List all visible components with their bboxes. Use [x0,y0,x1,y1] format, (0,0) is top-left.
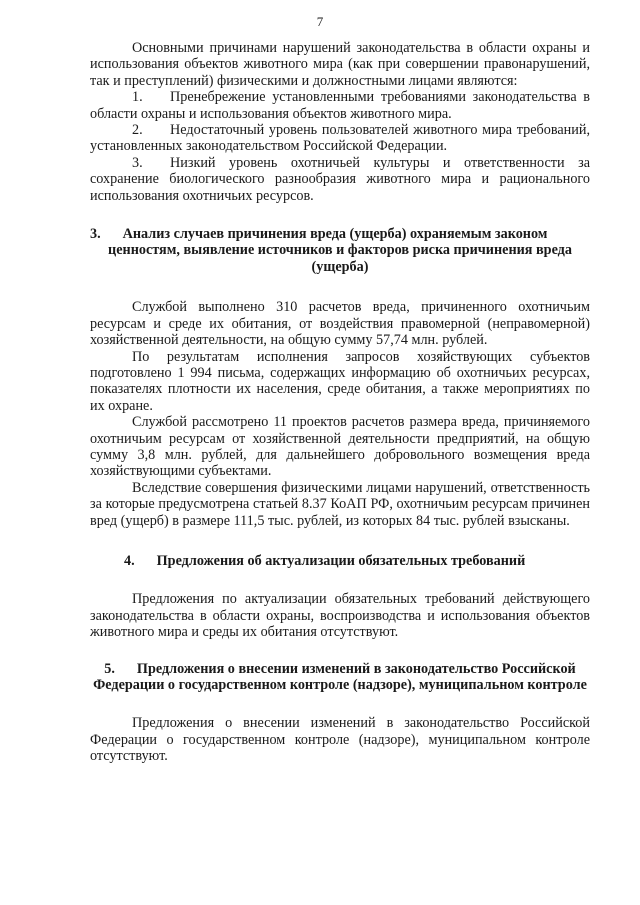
page-number: 7 [316,14,324,29]
section-3-heading [90,226,590,275]
section-4-title: Предложения об актуализации обязательных требований [156,552,526,569]
list-item-number: 2. [132,122,143,139]
list-item [90,89,590,122]
section-3-paragraph: Вследствие совершения физическими лицами нарушений, ответственность за которые предусмотрена статьей 8.37 КоАП РФ, охотничьим ресурсам причинен вред (ущерб) в размере 111,5 тыс. рублей, из которых 84 тыс. рублей взысканы. [90,479,590,529]
page-content [90,40,590,765]
section-5-number: 5. [104,660,115,677]
list-item-text: Низкий уровень охотничьей культуры и ответственности за сохранение биологического разнообразия животного мира и рационального использования охотничьих ресурсов. [90,154,590,204]
list-item-number: 1. [132,89,143,106]
section-5-paragraph: Предложения о внесении изменений в законодательство Российской Федерации о государственном контроле (надзоре), муниципальном контроле отсутствуют. [90,715,590,765]
section-5-title: Предложения о внесении изменений в законодательство Российской Федерации о государственном контроле (надзоре), муниципальном контроле [93,660,587,693]
section-5-heading [90,661,590,694]
section-4-number: 4. [124,552,135,569]
section-3-paragraph: Службой выполнено 310 расчетов вреда, причиненного охотничьим ресурсам и среде их обитания, от воздействия правомерной (неправомерной) хозяйственной деятельности, на общую сумму 57,74 млн. рублей. [90,299,590,349]
list-item [90,155,590,204]
section-3-title-line1: Анализ случаев причинения вреда (ущерба) охраняемым законом [122,226,548,243]
list-item-text: Недостаточный уровень пользователей животного мира требований, установленных законодательством Российской Федерации. [90,122,590,155]
section-4-paragraph: Предложения по актуализации обязательных требований действующего законодательства в области охраны, воспроизводства и использования объектов животного мира и среды их обитания отсутствуют. [90,591,590,641]
section-3-paragraph: Службой рассмотрено 11 проектов расчетов размера вреда, причиняемого охотничьим ресурсам от хозяйственной деятельности предприятий, на общую сумму 3,8 млн. рублей, для дальнейшего добровольного возмещения вреда хозяйствующими субъектами. [90,414,590,480]
list-item [90,122,590,155]
section-3-paragraph: По результатам исполнения запросов хозяйствующих субъектов подготовлено 1 994 письма, содержащих информацию об охотничьих ресурсах, показателях плотности их населения, среде обитания, а также мероприятиях по их охране. [90,348,590,414]
section-3-title-rest: ценностям, выявление источников и факторов риска причинения вреда (ущерба) [108,242,572,275]
list-item-number: 3. [132,154,143,171]
section-3-number: 3. [90,226,101,243]
list-item-text: Пренебрежение установленными требованиями законодательства в области охраны и использования объектов животного мира. [90,89,590,122]
section-4-heading [90,553,590,569]
intro-paragraph: Основными причинами нарушений законодательства в области охраны и использования объектов животного мира (как при совершении правонарушений, так и преступлений) физическими и должностными лицами являются: [90,40,590,89]
